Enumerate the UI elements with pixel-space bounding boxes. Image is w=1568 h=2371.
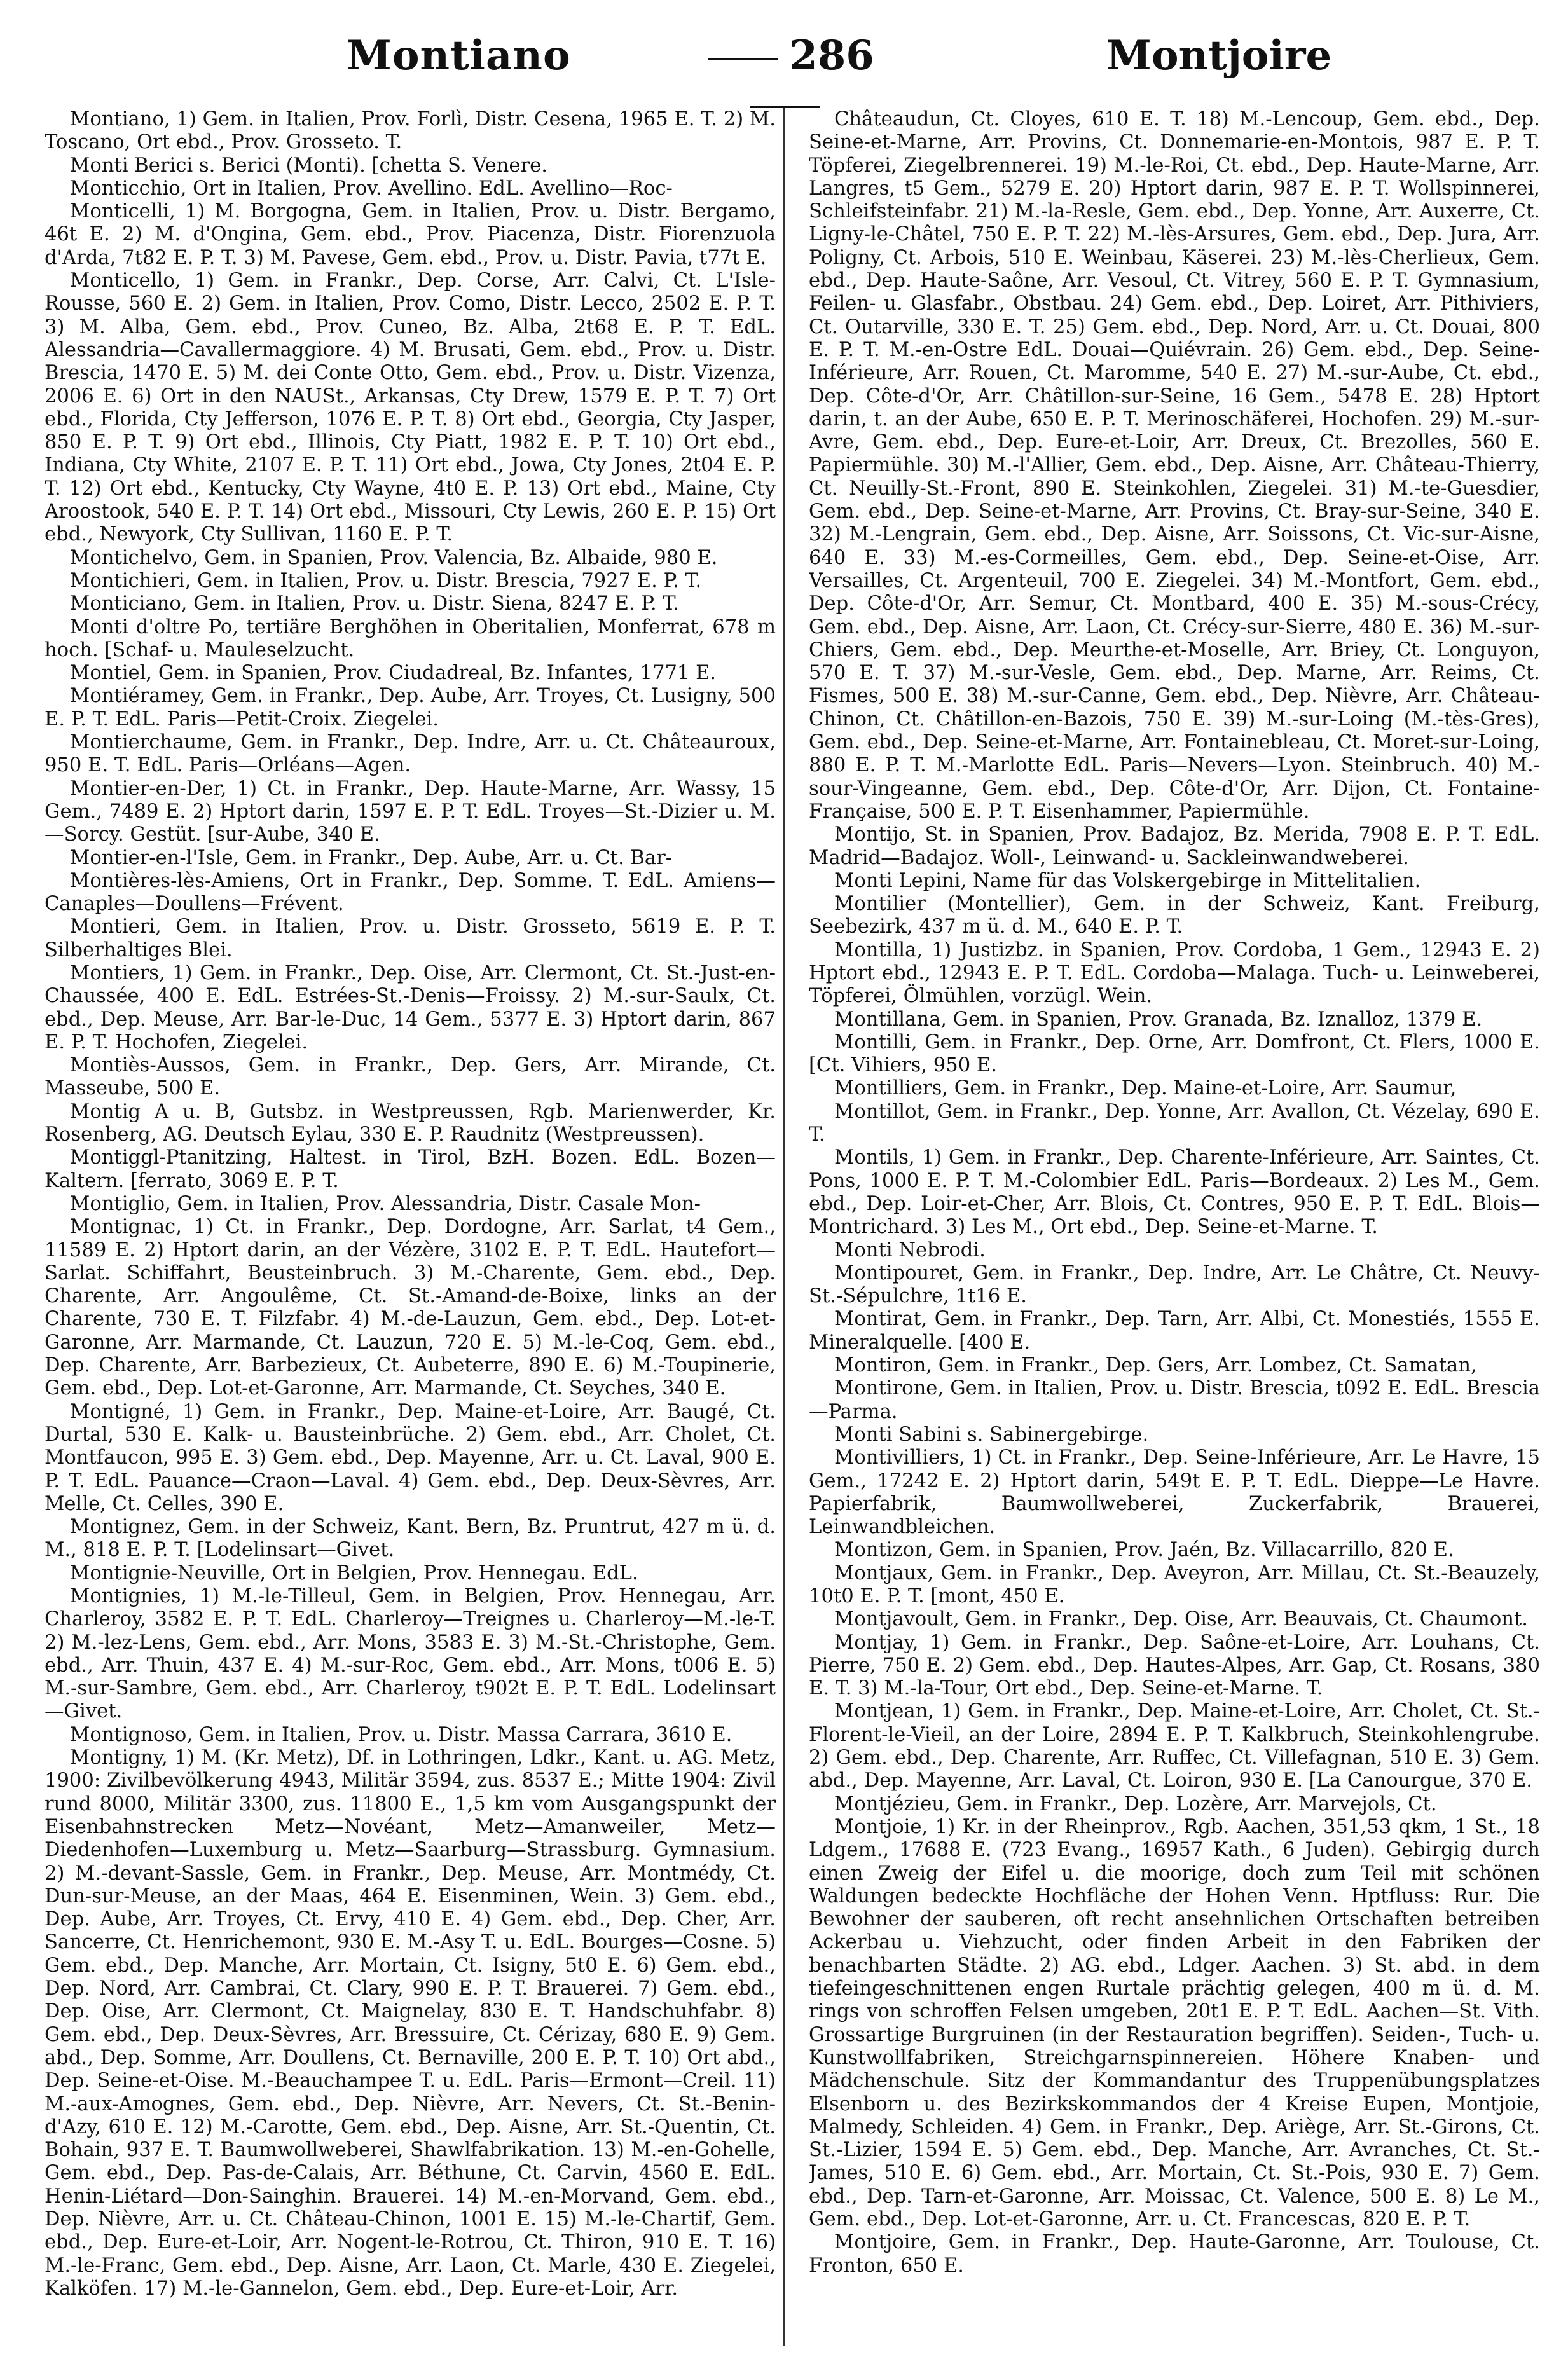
dictionary-entry: Montillot, Gem. in Frankr., Dep. Yonne, Arr. Avallon, Ct. Vézelay, 690 E. T. [809,1100,1540,1146]
left-column [45,108,776,2346]
dictionary-entry: Montivilliers, 1) Ct. in Frankr., Dep. Seine-Inférieure, Arr. Le Havre, 15 Gem., 17242 E. 2) Hptort darin, 549t E. P. T. EdL. Dieppe—Le Havre. Papierfabrik, Baumwollweberei, Zuckerfabrik, Brauerei, Leinwandbleichen. [809,1447,1540,1539]
right-column [809,108,1540,2346]
dictionary-entry: Montigné, 1) Gem. in Frankr., Dep. Maine-et-Loire, Arr. Baugé, Ct. Durtal, 530 E. Kalk- u. Bausteinbrüche. 2) Gem. ebd., Arr. Cholet, Ct. Montfaucon, 995 E. 3) Gem. ebd., Dep. Mayenne, Arr. u. Ct. Laval, 900 E. P. T. EdL. Pauance—Craon—Laval. 4) Gem. ebd., Dep. Deux-Sèvres, Arr. Melle, Ct. Celles, 390 E. [45,1400,776,1515]
dictionary-entry: Montipouret, Gem. in Frankr., Dep. Indre, Arr. Le Châtre, Ct. Neuvy-St.-Sépulchre, 1t16 E. [809,1261,1540,1308]
dictionary-entry: Montières-lès-Amiens, Ort in Frankr., Dep. Somme. T. EdL. Amiens—Canaples—Doullens—Frévent. [45,869,776,916]
dictionary-entry: Montjaux, Gem. in Frankr., Dep. Aveyron, Arr. Millau, Ct. St.-Beauzely, 10t0 E. P. T. [mont, 450 E. [809,1562,1540,1607]
dictionary-entry: Montizon, Gem. in Spanien, Prov. Jaén, Bz. Villacarrillo, 820 E. [834,1539,1454,1562]
dictionary-entry: Montjézieu, Gem. in Frankr., Dep. Lozère, Arr. Marvejols, Ct. [834,1792,1437,1815]
dictionary-entry: Montiel, Gem. in Spanien, Prov. Ciudadreal, Bz. Infantes, 1771 E. [70,662,717,685]
dictionary-entry: Monticiano, Gem. in Italien, Prov. u. Distr. Siena, 8247 E. P. T. [70,593,679,615]
dictionary-entry: Montjay, 1) Gem. in Frankr., Dep. Saône-et-Loire, Arr. Louhans, Ct. Pierre, 750 E. 2) Gem. ebd., Dep. Hautes-Alpes, Arr. Gap, Ct. Rosans, 380 E. T. 3) M.-la-Tour, Ort ebd., Dep. Seine-et-Marne. T. [809,1631,1540,1700]
running-head-right: Montjoire [1106,32,1332,79]
dictionary-entry: Montignoso, Gem. in Italien, Prov. u. Distr. Massa Carrara, 3610 E. [70,1723,732,1746]
dictionary-entry: Montieri, Gem. in Italien, Prov. u. Distr. Grosseto, 5619 E. P. T. Silberhaltiges Blei. [45,916,776,961]
dictionary-entry: Montilier (Montellier), Gem. in der Schweiz, Kant. Freiburg, Seebezirk, 437 m ü. d. M., 640 E. P. T. [809,893,1540,938]
rule-right [750,106,820,108]
dictionary-entry: Châteaudun, Ct. Cloyes, 610 E. T. 18) M.-Lencoup, Gem. ebd., Dep. Seine-et-Marne, Arr. Provins, Ct. Donnemarie-en-Montois, 987 E. P. T. Töpferei, Ziegelbrennerei. 19) M.-le-Roi, Ct. ebd., Dep. Haute-Marne, Arr. Langres, t5 Gem., 5279 E. 20) Hptort darin, 987 E. P. T. Wollspinnerei, Schleifsteinfabr. 21) M.-la-Resle, Gem. ebd., Dep. Yonne, Arr. Auxerre, Ct. Ligny-le-Châtel, 750 E. P. T. 22) M.-lès-Arsures, Gem. ebd., Dep. Jura, Arr. Poligny, Ct. Arbois, 510 E. Weinbau, Käserei. 23) M.-lès-Cherlieux, Gem. ebd., Dep. Haute-Saône, Arr. Vesoul, Ct. Vitrey, 560 E. P. T. Gymnasium, Feilen- u. Glasfabr., Obstbau. 24) Gem. ebd., Dep. Loiret, Arr. Pithiviers, Ct. Outarville, 330 E. T. 25) Gem. ebd., Dep. Nord, Arr. u. Ct. Douai, 800 E. P. T. M.-en-Ostre EdL. Douai—Quiévrain. 26) Gem. ebd., Dep. Seine-Inférieure, Arr. Rouen, Ct. Maromme, 540 E. 27) M.-sur-Aube, Ct. ebd., Dep. Côte-d'Or, Arr. Châtillon-sur-Seine, 16 Gem., 5478 E. 28) Hptort darin, t. an der Aube, 650 E. P. T. Merinoschäferei, Hochofen. 29) M.-sur-Avre, Gem. ebd., Dep. Eure-et-Loir, Arr. Dreux, Ct. Brezolles, 560 E. Papiermühle. 30) M.-l'Allier, Gem. ebd., Dep. Aisne, Arr. Château-Thierry, Ct. Neuilly-St.-Front, 890 E. Steinkohlen, Ziegelei. 31) M.-te-Guesdier, Gem. ebd., Dep. Seine-et-Marne, Arr. Provins, Ct. Bray-sur-Seine, 340 E. 32) M.-Lengrain, Gem. ebd., Dep. Aisne, Arr. Soissons, Ct. Vic-sur-Aisne, 640 E. 33) M.-es-Cormeilles, Gem. ebd., Dep. Seine-et-Oise, Arr. Versailles, Ct. Argenteuil, 700 E. Ziegelei. 34) M.-Montfort, Gem. ebd., Dep. Côte-d'Or, Arr. Semur, Ct. Montbard, 400 E. 35) M.-sous-Crécy, Gem. ebd., Dep. Aisne, Arr. Laon, Ct. Crécy-sur-Sierre, 480 E. 36) M.-sur-Chiers, Gem. ebd., Dep. Meurthe-et-Moselle, Arr. Briey, Ct. Longuyon, 570 E. T. 37) M.-sur-Vesle, Gem. ebd., Dep. Marne, Arr. Reims, Ct. Fismes, 500 E. 38) M.-sur-Canne, Gem. ebd., Dep. Nièvre, Arr. Château-Chinon, Ct. Châtillon-en-Bazois, 750 E. 39) M.-sur-Loing (M.-tès-Gres), Gem. ebd., Dep. Seine-et-Marne, Arr. Fontainebleau, Ct. Moret-sur-Loing, 880 E. P. T. M.-Marlotte EdL. Paris—Nevers—Lyon. Steinbruch. 40) M.-sour-Vingeanne, Gem. ebd., Dep. Côte-d'Or, Arr. Dijon, Ct. Fontaine-Française, 500 E. P. T. Eisenhammer, Papiermühle. [809,108,1540,823]
dictionary-entry: Montierchaume, Gem. in Frankr., Dep. Indre, Arr. u. Ct. Châteauroux, 950 E. T. EdL. Paris—Orléans—Agen. [45,731,776,777]
dictionary-entry: Montigny, 1) M. (Kr. Metz), Df. in Lothringen, Ldkr., Kant. u. AG. Metz, 1900: Zivilbevölkerung 4943, Militär 3594, zus. 8537 E.; Mitte 1904: Zivil rund 8000, Militär 3300, zus. 11800 E., 1,5 km vom Ausgangspunkt der Eisenbahnstrecken Metz—Novéant, Metz—Amanweiler, Metz—Diedenhofen—Luxemburg u. Metz—Saarburg—Strassburg. Gymnasium. 2) M.-devant-Sassle, Gem. in Frankr., Dep. Meuse, Arr. Montmédy, Ct. Dun-sur-Meuse, an der Maas, 464 E. Eisenminen, Wein. 3) Gem. ebd., Dep. Aube, Arr. Troyes, Ct. Ervy, 410 E. 4) Gem. ebd., Dep. Cher, Arr. Sancerre, Ct. Henrichemont, 930 E. M.-Asy T. u. EdL. Bourges—Cosne. 5) Gem. ebd., Dep. Manche, Arr. Mortain, Ct. Isigny, 5t0 E. 6) Gem. ebd., Dep. Nord, Arr. Cambrai, Ct. Clary, 990 E. P. T. Brauerei. 7) Gem. ebd., Dep. Oise, Arr. Clermont, Ct. Maignelay, 830 E. T. Handschuhfabr. 8) Gem. ebd., Dep. Deux-Sèvres, Arr. Bressuire, Ct. Cérizay, 680 E. 9) Gem. abd., Dep. Somme, Arr. Doullens, Ct. Bernaville, 200 E. P. T. 10) Ort abd., Dep. Seine-et-Oise. M.-Beauchampee T. u. EdL. Paris—Ermont—Creil. 11) M.-aux-Amognes, Gem. ebd., Dep. Nièvre, Arr. Nevers, Ct. St.-Benin-d'Azy, 610 E. 12) M.-Carotte, Gem. ebd., Dep. Aisne, Arr. St.-Quentin, Ct. Bohain, 937 E. T. Baumwollweberei, Shawlfabrikation. 13) M.-en-Gohelle, Gem. ebd., Dep. Pas-de-Calais, Arr. Béthune, Ct. Carvin, 4560 E. EdL. Henin-Liétard—Don-Sainghin. Brauerei. 14) M.-en-Morvand, Gem. ebd., Dep. Nièvre, Arr. u. Ct. Château-Chinon, 1001 E. 15) M.-le-Chartif, Gem. ebd., Dep. Eure-et-Loir, Arr. Nogent-le-Rotrou, Ct. Thiron, 910 E. T. 16) M.-le-Franc, Gem. ebd., Dep. Aisne, Arr. Laon, Ct. Marle, 430 E. Ziegelei, Kalköfen. 17) M.-le-Gannelon, Gem. ebd., Dep. Eure-et-Loir, Arr. [45,1747,776,2300]
running-head-left: Montiano [347,32,571,79]
dictionary-entry: Montiggl-Ptanitzing, Haltest. in Tirol, BzH. Bozen. EdL. Bozen—Kaltern. [ferrato, 3069 E. P. T. [45,1146,776,1192]
dictionary-entry: Montichieri, Gem. in Italien, Prov. u. Distr. Brescia, 7927 E. P. T. [70,569,702,592]
dictionary-entry: Montijo, St. in Spanien, Prov. Badajoz, Bz. Merida, 7908 E. P. T. EdL. Madrid—Badajoz. Woll-, Leinwand- u. Sackleinwandweberei. [809,823,1540,869]
page-header [0,25,1568,95]
dictionary-entry: Monti Nebrodi. [834,1239,986,1261]
dictionary-entry: Montirone, Gem. in Italien, Prov. u. Distr. Brescia, t092 E. EdL. Brescia—Parma. [809,1377,1540,1423]
page-number: 286 [789,32,874,79]
dictionary-entry: Montjavoult, Gem. in Frankr., Dep. Oise, Arr. Beauvais, Ct. Chaumont. [834,1608,1528,1631]
dictionary-entry: Montjoire, Gem. in Frankr., Dep. Haute-Garonne, Arr. Toulouse, Ct. Fronton, 650 E. [809,2231,1540,2277]
dictionary-entry: Montjean, 1) Gem. in Frankr., Dep. Maine-et-Loire, Arr. Cholet, Ct. St.-Florent-le-Vieil, an der Loire, 2894 E. P. T. Kalkbruch, Steinkohlengrube. 2) Gem. ebd., Dep. Charente, Arr. Ruffec, Ct. Villefagnan, 510 E. 3) Gem. abd., Dep. Mayenne, Arr. Laval, Ct. Loiron, 930 E. [La Canourgue, 370 E. [809,1700,1540,1792]
dictionary-entry: Montiano, 1) Gem. in Italien, Prov. Forlì, Distr. Cesena, 1965 E. T. 2) M. Toscano, Ort ebd., Prov. Grosseto. T. [45,108,776,154]
dictionary-entry: Montiglio, Gem. in Italien, Prov. Alessandria, Distr. Casale Mon- [70,1192,701,1215]
dictionary-entry: Monti Lepini, Name für das Volskergebirge in Mittelitalien. [834,869,1421,892]
dictionary-entry: Monticello, 1) Gem. in Frankr., Dep. Corse, Arr. Calvi, Ct. L'Isle-Rousse, 560 E. 2) Gem. in Italien, Prov. Como, Distr. Lecco, 2502 E. P. T. 3) M. Alba, Gem. ebd., Prov. Cuneo, Bz. Alba, 2t68 E. P. T. EdL. Alessandria—Cavallermaggiore. 4) M. Brusati, Gem. ebd., Prov. u. Distr. Brescia, 1470 E. 5) M. dei Conte Otto, Gem. ebd., Prov. u. Distr. Vizenza, 2006 E. 6) Ort in den NAUSt., Arkansas, Cty Drew, 1579 E. P. T. 7) Ort ebd., Florida, Cty Jefferson, 1076 E. P. T. 8) Ort ebd., Georgia, Cty Jasper, 850 E. P. T. 9) Ort ebd., Illinois, Cty Piatt, 1982 E. P. T. 10) Ort ebd., Indiana, Cty White, 2107 E. P. T. 11) Ort ebd., Jowa, Cty Jones, 2t04 E. P. T. 12) Ort ebd., Kentucky, Cty Wayne, 4t0 E. P. 13) Ort ebd., Maine, Cty Aroostook, 540 E. P. T. 14) Ort ebd., Missouri, Cty Lewis, 260 E. P. 15) Ort ebd., Newyork, Cty Sullivan, 1160 E. P. T. [45,270,776,546]
dictionary-entry: Montillana, Gem. in Spanien, Prov. Granada, Bz. Iznalloz, 1379 E. [834,1008,1483,1031]
dictionary-entry: Montier-en-l'Isle, Gem. in Frankr., Dep. Aube, Arr. u. Ct. Bar- [70,846,673,869]
column-divider [783,108,785,2346]
dictionary-entry: Montignie-Neuville, Ort in Belgien, Prov. Hennegau. EdL. [70,1562,638,1584]
dictionary-entry: Monti d'oltre Po, tertiäre Berghöhen in Oberitalien, Monferrat, 678 m hoch. [Schaf- u. Mauleselzucht. [45,615,776,661]
dictionary-entry: Montilla, 1) Justizbz. in Spanien, Prov. Cordoba, 1 Gem., 12943 E. 2) Hptort ebd., 12943 E. P. T. EdL. Cordoba—Malaga. Tuch- u. Leinweberei, Töpferei, Ölmühlen, vorzügl. Wein. [809,938,1540,1008]
dictionary-entry: Monticchio, Ort in Italien, Prov. Avellino. EdL. Avellino—Roc- [70,177,673,200]
dictionary-entry: Montignac, 1) Ct. in Frankr., Dep. Dordogne, Arr. Sarlat, t4 Gem., 11589 E. 2) Hptort darin, an der Vézère, 3102 E. P. T. EdL. Hautefort—Sarlat. Schiffahrt, Beusteinbruch. 3) M.-Charente, Gem. ebd., Dep. Charente, Arr. Angoulême, Ct. St.-Amand-de-Boixe, links an der Charente, 730 E. T. Filzfabr. 4) M.-de-Lauzun, Gem. ebd., Dep. Lot-et-Garonne, Arr. Marmande, Ct. Lauzun, 720 E. 5) M.-le-Coq, Gem. ebd., Dep. Charente, Arr. Barbezieux, Ct. Aubeterre, 890 E. 6) M.-Toupinerie, Gem. ebd., Dep. Lot-et-Garonne, Arr. Marmande, Ct. Seyches, 340 E. [45,1216,776,1400]
dictionary-entry: Monticelli, 1) M. Borgogna, Gem. in Italien, Prov. u. Distr. Bergamo, 46t E. 2) M. d'Ongina, Gem. ebd., Prov. Piacenza, Distr. Fiorenzuola d'Arda, 7t82 E. P. T. 3) M. Pavese, Gem. ebd., Prov. u. Distr. Pavia, t77t E. [45,200,776,269]
dictionary-entry: Montiéramey, Gem. in Frankr., Dep. Aube, Arr. Troyes, Ct. Lusigny, 500 E. P. T. EdL. Paris—Petit-Croix. Ziegelei. [45,685,776,731]
dictionary-entry: Montiron, Gem. in Frankr., Dep. Gers, Arr. Lombez, Ct. Samatan, [834,1354,1477,1377]
dictionary-entry: Montilliers, Gem. in Frankr., Dep. Maine-et-Loire, Arr. Saumur, [834,1077,1457,1100]
dictionary-entry: Monti Berici s. Berici (Monti). [chetta S. Venere. [70,154,547,177]
dictionary-entry: Montichelvo, Gem. in Spanien, Prov. Valencia, Bz. Albaide, 980 E. [70,546,718,569]
dictionary-entry: Montignies, 1) M.-le-Tilleul, Gem. in Belgien, Prov. Hennegau, Arr. Charleroy, 3582 E. P. T. EdL. Charleroy—Treignes u. Charleroy—M.-le-T. 2) M.-lez-Lens, Gem. ebd., Arr. Mons, 3583 E. 3) M.-St.-Christophe, Gem. ebd., Arr. Thuin, 437 E. 4) M.-sur-Roc, Gem. ebd., Arr. Mons, t006 E. 5) M.-sur-Sambre, Gem. ebd., Arr. Charleroy, t902t E. P. T. EdL. Lodelinsart—Givet. [45,1585,776,1723]
dictionary-entry: Montjoie, 1) Kr. in der Rheinprov., Rgb. Aachen, 351,53 qkm, 1 St., 18 Ldgem., 17688 E. (723 Evang., 16957 Kath., 6 Juden). Gebirgig durch einen Zweig der Eifel u. die moorige, doch zum Teil mit schönen Waldungen bedeckte Hochfläche der Hohen Venn. Hptfluss: Rur. Die Bewohner der sauberen, oft recht ansehnlichen Ortschaften betreiben Ackerbau u. Viehzucht, oder finden Arbeit in den Fabriken der benachbarten Städte. 2) AG. ebd., Ldger. Aachen. 3) St. abd. in dem tiefeingeschnittenen engen Rurtale prächtig gelegen, 400 m ü. d. M. rings von schroffen Felsen umgeben, 20t1 E. P. T. EdL. Aachen—St. Vith. Grossartige Burgruinen (in der Restauration begriffen). Seiden-, Tuch- u. Kunstwollfabriken, Streichgarnspinnereien. Höhere Knaben- und Mädchenschule. Sitz der Kommandantur des Truppenübungsplatzes Elsenborn u. des Bezirkskommandos der 4 Kreise Eupen, Montjoie, Malmedy, Schleiden. 4) Gem. in Frankr., Dep. Ariège, Arr. St.-Girons, Ct. St.-Lizier, 1594 E. 5) Gem. ebd., Dep. Manche, Arr. Avranches, Ct. St.-James, 510 E. 6) Gem. ebd., Arr. Mortain, Ct. St.-Pois, 930 E. 7) Gem. ebd., Dep. Tarn-et-Garonne, Arr. Moissac, Ct. Valence, 500 E. 8) Le M., Gem. ebd., Dep. Lot-et-Garonne, Arr. u. Ct. Francescas, 820 E. P. T. [809,1815,1540,2231]
dictionary-entry: Monti Sabini s. Sabinergebirge. [834,1423,1149,1446]
dictionary-entry: Montiers, 1) Gem. in Frankr., Dep. Oise, Arr. Clermont, Ct. St.-Just-en-Chaussée, 400 E. EdL. Estrées-St.-Denis—Froissy. 2) M.-sur-Saulx, Ct. ebd., Dep. Meuse, Arr. Bar-le-Duc, 14 Gem., 5377 E. 3) Hptort darin, 867 E. P. T. Hochofen, Ziegelei. [45,961,776,1054]
dictionary-entry: Montils, 1) Gem. in Frankr., Dep. Charente-Inférieure, Arr. Saintes, Ct. Pons, 1000 E. P. T. M.-Colombier EdL. Paris—Bordeaux. 2) Les M., Gem. ebd., Dep. Loir-et-Cher, Arr. Blois, Ct. Contres, 950 E. P. T. EdL. Blois—Montrichard. 3) Les M., Ort ebd., Dep. Seine-et-Marne. T. [809,1146,1540,1239]
rule-left [708,58,778,60]
dictionary-entry: Montirat, Gem. in Frankr., Dep. Tarn, Arr. Albi, Ct. Monestiés, 1555 E. Mineralquelle. [400 E. [809,1308,1540,1354]
dictionary-entry: Montier-en-Der, 1) Ct. in Frankr., Dep. Haute-Marne, Arr. Wassy, 15 Gem., 7489 E. 2) Hptort darin, 1597 E. P. T. EdL. Troyes—St.-Dizier u. M.—Sorcy. Gestüt. [sur-Aube, 340 E. [45,777,776,846]
dictionary-entry: Montilli, Gem. in Frankr., Dep. Orne, Arr. Domfront, Ct. Flers, 1000 E. [Ct. Vihiers, 950 E. [809,1031,1540,1077]
dictionary-entry: Montignez, Gem. in der Schweiz, Kant. Bern, Bz. Pruntrut, 427 m ü. d. M., 818 E. P. T. [Lodelinsart—Givet. [45,1516,776,1562]
dictionary-entry: Montiès-Aussos, Gem. in Frankr., Dep. Gers, Arr. Mirande, Ct. Masseube, 500 E. [45,1054,776,1100]
dictionary-entry: Montig A u. B, Gutsbz. in Westpreussen, Rgb. Marienwerder, Kr. Rosenberg, AG. Deutsch Eylau, 330 E. P. Raudnitz (Westpreussen). [45,1100,776,1146]
